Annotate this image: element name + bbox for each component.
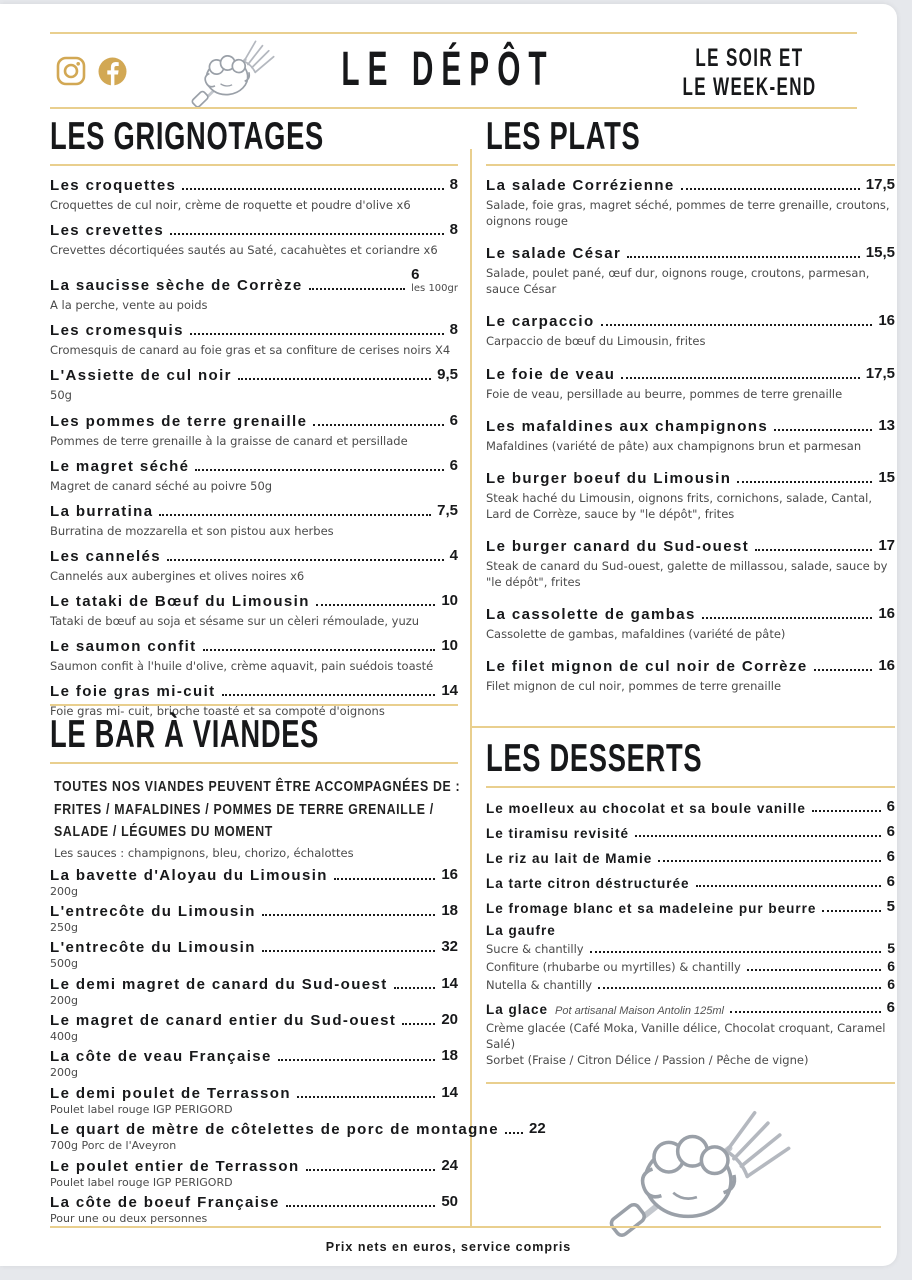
- item-price: 17,5: [865, 176, 895, 194]
- item-description: Burratina de mozzarella et son pistou aux herbes: [50, 523, 334, 538]
- item-price-block: [887, 999, 895, 1017]
- item-description: Cromesquis de canard au foie gras et sa confiture de cerises noirs X4: [50, 343, 451, 358]
- item-price: 18: [441, 1047, 458, 1065]
- dotted-leader: [195, 469, 443, 471]
- item-name: Les cromesquis: [50, 322, 184, 340]
- item-price-block: [878, 469, 895, 487]
- item-name: Les croquettes: [50, 177, 177, 195]
- item-price: 7,5: [437, 501, 458, 519]
- menu-item: [50, 457, 458, 494]
- item-name: La tarte citron déstructurée: [486, 876, 690, 892]
- section-title-rule: [50, 164, 458, 166]
- item-price: 17,5: [865, 364, 895, 382]
- menu-item: [486, 999, 895, 1068]
- dotted-leader: [755, 549, 872, 551]
- item-name: L'Assiette de cul noir: [50, 367, 232, 385]
- item-price-block: [441, 1011, 458, 1029]
- dotted-leader: [238, 378, 431, 380]
- item-price: 6: [411, 266, 420, 284]
- item-price: 8: [449, 176, 458, 194]
- subitem-price: 6: [887, 976, 895, 993]
- item-price: 6: [886, 848, 895, 866]
- menu-item: [50, 321, 458, 358]
- viandes-sauces-note: Les sauces : champignons, bleu, chorizo, échalottes: [54, 845, 354, 860]
- item-name: La côte de veau Française: [50, 1048, 272, 1066]
- dotted-leader: [730, 1011, 881, 1013]
- menu-subitem: [486, 940, 895, 956]
- item-name: La côte de boeuf Française: [50, 1194, 280, 1212]
- dotted-leader: [737, 481, 872, 483]
- menu-item: [50, 547, 458, 584]
- item-description: 200g: [50, 1066, 78, 1080]
- item-price: 6: [886, 873, 895, 891]
- menu-item: [50, 176, 458, 213]
- item-name: L'entrecôte du Limousin: [50, 902, 256, 920]
- menu-item: [50, 412, 458, 449]
- item-price: 9,5: [437, 366, 458, 384]
- item-name: La salade Corrézienne: [486, 177, 675, 195]
- dotted-leader: [278, 1059, 436, 1061]
- dotted-leader: [702, 617, 873, 619]
- item-price-block: [437, 366, 458, 384]
- item-name: Le demi magret de canard du Sud-ouest: [50, 975, 388, 993]
- item-name: La gaufre: [486, 923, 556, 939]
- item-price: 32: [441, 938, 458, 956]
- menu-item: [486, 417, 895, 454]
- header-bottom-rule: [50, 107, 857, 109]
- header-top-rule: [50, 32, 857, 34]
- item-price-block: [450, 547, 458, 565]
- item-price: 14: [441, 974, 458, 992]
- item-description: 200g: [50, 884, 78, 898]
- item-name: Le filet mignon de cul noir de Corrèze: [486, 658, 808, 676]
- menu-item: [50, 592, 458, 629]
- dotted-leader: [598, 987, 881, 989]
- item-description: 700g Porc de l'Aveyron: [50, 1139, 177, 1153]
- section-title: LES DESSERTS: [486, 737, 703, 780]
- item-price: 16: [878, 657, 895, 675]
- item-name: Le fromage blanc et sa madeleine pur beurre: [486, 901, 817, 917]
- menu-item: [486, 312, 895, 349]
- item-price: 15,5: [865, 244, 895, 262]
- item-price-block: [887, 823, 895, 841]
- section-title: LE BAR À VIANDES: [50, 713, 320, 756]
- item-description: Mafaldines (variété de pâte) aux champignons brun et parmesan: [486, 438, 862, 453]
- item-name: Le burger boeuf du Limousin: [486, 469, 732, 487]
- item-description: Crevettes décortiquées sautés au Saté, cacahuètes et coriandre x6: [50, 243, 438, 258]
- dotted-leader: [627, 256, 860, 258]
- dotted-leader: [286, 1205, 436, 1207]
- item-price: 10: [441, 637, 458, 655]
- item-name: Le poulet entier de Terrasson: [50, 1157, 300, 1175]
- item-price: 6: [886, 999, 895, 1017]
- schedule-note: LE SOIR ET LE WEEK-END: [682, 44, 816, 101]
- menu-item: [486, 898, 895, 916]
- item-price-block: [878, 312, 895, 330]
- item-price-block: [450, 221, 458, 239]
- subitem-name: Sucre & chantilly: [486, 942, 584, 957]
- section-title: LES GRIGNOTAGES: [50, 115, 324, 158]
- subitem-price: 6: [887, 958, 895, 975]
- dotted-leader: [394, 987, 436, 989]
- menu-item: [50, 1084, 458, 1117]
- item-price-block: [441, 1047, 458, 1065]
- item-description: Foie de veau, persillade au beurre, pommes de terre grenaille: [486, 386, 843, 401]
- dotted-leader: [658, 860, 880, 862]
- item-description: Cannelés aux aubergines et olives noires x6: [50, 568, 305, 583]
- section-grignotages: [50, 114, 458, 727]
- item-price: 6: [449, 456, 458, 474]
- item-name: Le burger canard du Sud-ouest: [486, 537, 750, 555]
- item-price: 16: [441, 865, 458, 883]
- item-name: Le magret de canard entier du Sud-ouest: [50, 1012, 397, 1030]
- item-description: Pommes de terre grenaille à la graisse de canard et persillade: [50, 433, 408, 448]
- dotted-leader: [621, 377, 859, 379]
- dotted-leader: [203, 649, 436, 651]
- dotted-leader: [262, 950, 436, 952]
- item-price: 50: [441, 1193, 458, 1211]
- menu-item: [50, 938, 458, 971]
- item-price: 17: [878, 536, 895, 554]
- dotted-leader: [402, 1023, 435, 1025]
- dotted-leader: [159, 514, 431, 516]
- item-name: Le saumon confit: [50, 638, 197, 656]
- item-price-block: [441, 1084, 458, 1102]
- dotted-leader: [822, 910, 880, 912]
- item-description: Salade, poulet pané, œuf dur, oignons rouge, croutons, parmesan, sauce César: [486, 266, 870, 297]
- viandes-accompaniments-note: TOUTES NOS VIANDES PEUVENT ÊTRE ACCOMPAGNÉES DE : FRITES / MAFALDINES / POMMES DE TERRE GRENAILLE / SALADE / LÉGUMES DU MOMENT: [54, 779, 461, 841]
- menu-item: [486, 798, 895, 816]
- item-price: 6: [449, 411, 458, 429]
- item-name: Les mafaldines aux champignons: [486, 417, 769, 435]
- plats-items: [486, 176, 895, 694]
- menu-subitem: [486, 976, 895, 992]
- menu-item: [50, 502, 458, 539]
- item-price-block: [450, 457, 458, 475]
- dotted-leader: [747, 969, 881, 971]
- item-price-block: [878, 605, 895, 623]
- menu-item: [50, 902, 458, 935]
- item-price: 22: [529, 1120, 546, 1138]
- menu-item: [486, 823, 895, 841]
- menu-item: [486, 657, 895, 694]
- item-price: 24: [441, 1156, 458, 1174]
- item-price: 13: [878, 416, 895, 434]
- section-title-rule: [50, 762, 458, 764]
- section-title: LES PLATS: [486, 115, 641, 158]
- item-subitems: [486, 940, 895, 992]
- item-price: 16: [878, 312, 895, 330]
- item-price-block: [866, 176, 895, 194]
- item-description: Foie gras mi- cuit, brioche toasté et sa compoté d'oignons: [50, 704, 385, 719]
- item-description: Filet mignon de cul noir, pommes de terre grenaille: [486, 679, 782, 694]
- menu-item: [486, 848, 895, 866]
- item-name: Le tiramisu revisité: [486, 826, 630, 842]
- menu-item: [486, 873, 895, 891]
- item-price-block: [866, 244, 895, 262]
- item-description: 250g: [50, 920, 78, 934]
- item-description: Carpaccio de bœuf du Limousin, frites: [486, 334, 706, 349]
- item-name-note: Pot artisanal Maison Antolin 125ml: [555, 1005, 724, 1018]
- item-description: Tataki de bœuf au soja et sésame sur un cèleri rémoulade, yuzu: [50, 613, 420, 628]
- section-desserts: [470, 726, 895, 1246]
- item-name: La saucisse sèche de Corrèze: [50, 277, 303, 295]
- subitem-price: 5: [887, 940, 895, 957]
- item-price-block: [441, 866, 458, 884]
- footer-note: Prix nets en euros, service compris: [325, 1240, 572, 1254]
- dotted-leader: [190, 333, 444, 335]
- desserts-items: [486, 798, 895, 1068]
- item-price: 5: [886, 898, 895, 916]
- item-price-block: [887, 873, 895, 891]
- item-price: 15: [878, 468, 895, 486]
- item-description: Salade, foie gras, magret séché, pommes de terre grenaille, croutons, oignons rouge: [486, 198, 890, 229]
- item-price-block: [450, 176, 458, 194]
- item-price: 14: [441, 1083, 458, 1101]
- item-price: 14: [441, 682, 458, 700]
- dotted-leader: [774, 429, 872, 431]
- section-title-rule: [486, 786, 895, 788]
- subitem-name: Confiture (rhubarbe ou myrtilles) & chantilly: [486, 960, 741, 975]
- dotted-leader: [313, 424, 443, 426]
- item-description: 400g: [50, 1030, 78, 1044]
- section-plats: [486, 114, 895, 709]
- item-price-block: [441, 682, 458, 700]
- item-price-block: [887, 898, 895, 916]
- item-description: Croquettes de cul noir, crème de roquette et poudre d'olive x6: [50, 198, 411, 213]
- item-description: Poulet label rouge IGP PERIGORD: [50, 1175, 233, 1189]
- item-name: Le riz au lait de Mamie: [486, 851, 653, 867]
- item-name: Le quart de mètre de côtelettes de porc de montagne: [50, 1121, 499, 1139]
- menu-item: [486, 469, 895, 522]
- item-name: La cassolette de gambas: [486, 606, 696, 624]
- menu-item: [50, 1011, 458, 1044]
- item-description: Magret de canard séché au poivre 50g: [50, 478, 273, 493]
- item-price-block: [887, 798, 895, 816]
- item-price-block: [441, 1193, 458, 1211]
- menu-item: [50, 1157, 458, 1190]
- dotted-leader: [182, 188, 443, 190]
- dotted-leader: [635, 835, 881, 837]
- dotted-leader: [167, 559, 444, 561]
- item-price-block: [441, 938, 458, 956]
- menu-item: [486, 923, 895, 992]
- menu-item: [50, 366, 458, 403]
- item-price: 8: [449, 321, 458, 339]
- item-description: Saumon confit à l'huile d'olive, crème aquavit, pain suédois toasté: [50, 659, 434, 674]
- item-description: Cassolette de gambas, mafaldines (variété de pâte): [486, 627, 786, 642]
- item-name: Le tataki de Bœuf du Limousin: [50, 592, 310, 610]
- menu-item: [486, 605, 895, 642]
- item-price-block: [878, 537, 895, 555]
- item-price-block: [441, 592, 458, 610]
- menu-item: [486, 365, 895, 402]
- menu-item: [486, 244, 895, 297]
- item-name: Le salade César: [486, 245, 622, 263]
- menu-item: [50, 975, 458, 1008]
- section-title-rule: [486, 164, 895, 166]
- footer-rule: [50, 1226, 881, 1228]
- item-price-block: [411, 266, 458, 294]
- item-price-block: [441, 902, 458, 920]
- menu-item: [50, 1193, 458, 1226]
- item-name: Le magret séché: [50, 457, 190, 475]
- item-price: 6: [886, 798, 895, 816]
- dotted-leader: [309, 288, 405, 290]
- item-price-block: [450, 321, 458, 339]
- item-price-block: [441, 1157, 458, 1175]
- item-name: Les crevettes: [50, 222, 165, 240]
- item-name: Les pommes de terre grenaille: [50, 412, 308, 430]
- dotted-leader: [812, 810, 881, 812]
- grignotages-items: [50, 176, 458, 719]
- item-price-block: [437, 502, 458, 520]
- item-name: Le moelleux au chocolat et sa boule vanille: [486, 801, 806, 817]
- item-price-block: [441, 637, 458, 655]
- dotted-leader: [262, 914, 436, 916]
- item-price-block: [878, 417, 895, 435]
- item-description: A la perche, vente au poids: [50, 298, 208, 313]
- menu-item: [50, 266, 458, 313]
- menu-item: [50, 637, 458, 674]
- menu-item: [50, 221, 458, 258]
- desserts-end-rule: [486, 1082, 895, 1084]
- item-description-lines: Crème glacée (Café Moka, Vanille délice, Chocolat croquant, Caramel Salé) Sorbet (Fraise / Citron Délice / Passion / Pêche de vigne): [486, 1021, 886, 1068]
- item-description: Poulet label rouge IGP PERIGORD: [50, 1102, 233, 1116]
- brand-title: LE DÉPÔT: [341, 43, 556, 96]
- menu-item: [486, 176, 895, 229]
- item-description: 200g: [50, 993, 78, 1007]
- menu-item: [50, 1120, 546, 1153]
- subitem-name: Nutella & chantilly: [486, 978, 593, 993]
- fist-fork-illustration-large: [586, 1098, 796, 1246]
- item-price: 16: [878, 605, 895, 623]
- item-price-block: [878, 657, 895, 675]
- item-price-block: [441, 975, 458, 993]
- dotted-leader: [306, 1169, 436, 1171]
- menu-item: [50, 1047, 458, 1080]
- item-description: Steak de canard du Sud-ouest, galette de millassou, salade, sauce by "le dépôt", frites: [486, 558, 888, 590]
- item-description: Steak haché du Limousin, oignons frits, cornichons, salade, Cantal, Lard de Corrèze, sauce by "le dépôt", frites: [486, 490, 873, 521]
- item-name: La bavette d'Aloyau du Limousin: [50, 866, 328, 884]
- dotted-leader: [696, 885, 881, 887]
- item-name: Le demi poulet de Terrasson: [50, 1084, 291, 1102]
- item-price: 6: [886, 823, 895, 841]
- item-name: La glace: [486, 1002, 549, 1018]
- dotted-leader: [334, 878, 435, 880]
- item-name: Les cannelés: [50, 547, 162, 565]
- item-price-block: [887, 848, 895, 866]
- item-price: 20: [441, 1011, 458, 1029]
- dotted-leader: [170, 233, 444, 235]
- item-price: 18: [441, 901, 458, 919]
- dotted-leader: [681, 188, 860, 190]
- item-price: 10: [441, 591, 458, 609]
- menu-subitem: [486, 958, 895, 974]
- dotted-leader: [297, 1096, 435, 1098]
- item-name: L'entrecôte du Limousin: [50, 939, 256, 957]
- dotted-leader: [222, 694, 436, 696]
- menu-page: [0, 4, 897, 1266]
- dotted-leader: [316, 604, 436, 606]
- item-price: 4: [449, 546, 458, 564]
- menu-item: [50, 866, 458, 899]
- item-price: 8: [449, 221, 458, 239]
- dotted-leader: [814, 669, 873, 671]
- item-description: Pour une ou deux personnes: [50, 1212, 208, 1226]
- item-name: La burratina: [50, 502, 154, 520]
- item-name: Le foie de veau: [486, 365, 616, 383]
- item-name: Le foie gras mi-cuit: [50, 683, 216, 701]
- dotted-leader: [601, 324, 873, 326]
- item-description: 50g: [50, 388, 72, 403]
- item-price-block: [866, 365, 895, 383]
- item-price-note: les 100gr: [411, 283, 458, 295]
- menu-item: [486, 537, 895, 590]
- item-name: Le carpaccio: [486, 313, 595, 331]
- item-description: 500g: [50, 957, 78, 971]
- item-price-block: [450, 412, 458, 430]
- dotted-leader: [590, 951, 882, 953]
